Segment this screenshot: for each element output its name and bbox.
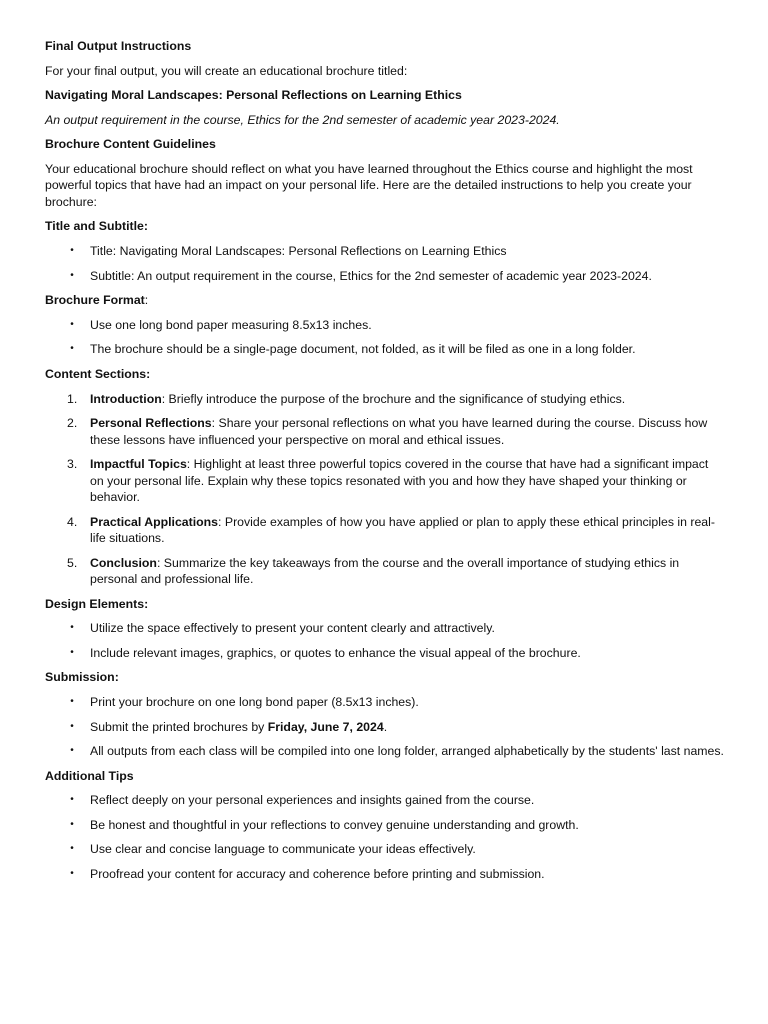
numbered-item	[45, 555, 725, 588]
list-item	[45, 841, 725, 857]
item-text: : Briefly introduce the purpose of the brochure and the significance of studying ethics.	[161, 391, 626, 406]
item-label: Conclusion	[90, 555, 157, 570]
list-item-text: Submit the printed brochures by	[90, 719, 268, 734]
format-list	[45, 317, 725, 358]
list-item	[45, 243, 725, 259]
item-text: : Provide examples of how you have applied or plan to apply these ethical principles in real-life situations.	[90, 514, 715, 545]
bullet-icon: •	[70, 843, 74, 855]
numbered-item	[45, 415, 725, 448]
bullet-icon: •	[70, 868, 74, 880]
bullet-icon: •	[70, 745, 74, 757]
format-heading-label: Brochure Format	[45, 293, 145, 308]
list-item	[45, 620, 725, 636]
list-item	[45, 719, 725, 735]
list-item-text: Title: Navigating Moral Landscapes: Personal Reflections on Learning Ethics	[90, 243, 507, 258]
numbered-item	[45, 391, 725, 407]
section-heading-tips: Additional Tips	[45, 768, 134, 783]
bullet-icon: •	[70, 794, 74, 806]
item-number: 5.	[67, 555, 78, 570]
list-item-text: Proofread your content for accuracy and coherence before printing and submission.	[90, 867, 545, 882]
list-item-text: Reflect deeply on your personal experiences and insights gained from the course.	[90, 793, 535, 808]
list-item-text: The brochure should be a single-page document, not folded, as it will be filed as one in a long folder.	[90, 342, 636, 357]
bullet-icon: •	[70, 695, 74, 707]
item-label: Introduction	[90, 391, 162, 406]
numbered-item	[45, 456, 725, 505]
bullet-icon: •	[70, 622, 74, 634]
item-text: : Highlight at least three powerful topics covered in the course that have had a significant impact on your personal life. Explain why these topics resonated with you and how they have shaped your thinking or behavior.	[90, 457, 709, 504]
section-heading-design: Design Elements:	[45, 596, 149, 611]
intro-text: For your final output, you will create an educational brochure titled:	[45, 63, 408, 78]
item-number: 1.	[67, 391, 78, 406]
list-item	[45, 866, 725, 882]
tips-list	[45, 792, 725, 882]
bullet-icon: •	[70, 343, 74, 355]
list-item	[45, 743, 725, 759]
brochure-title: Navigating Moral Landscapes: Personal Reflections on Learning Ethics	[45, 88, 462, 103]
list-item-text-end: .	[383, 719, 388, 734]
content-sections-list	[45, 391, 725, 588]
list-item-text: Print your brochure on one long bond paper (8.5x13 inches).	[90, 694, 419, 709]
bullet-icon: •	[70, 318, 74, 330]
title-subtitle-list	[45, 243, 725, 284]
design-list	[45, 620, 725, 661]
list-item-text: Use clear and concise language to communicate your ideas effectively.	[90, 842, 476, 857]
numbered-item	[45, 514, 725, 547]
bullet-icon: •	[70, 244, 74, 256]
section-heading-content: Content Sections:	[45, 366, 151, 381]
list-item-text: Subtitle: An output requirement in the course, Ethics for the 2nd semester of academic year 2023-2024.	[90, 268, 652, 283]
submission-list	[45, 694, 725, 760]
list-item	[45, 317, 725, 333]
list-item-text: All outputs from each class will be compiled into one long folder, arranged alphabetically by the students' last names.	[90, 744, 724, 759]
list-item-text: Utilize the space effectively to present your content clearly and attractively.	[90, 621, 495, 636]
format-heading-colon: :	[144, 293, 149, 308]
brochure-subtitle: An output requirement in the course, Ethics for the 2nd semester of academic year 2023-2024.	[45, 112, 560, 127]
bullet-icon: •	[70, 818, 74, 830]
item-label: Impactful Topics	[90, 457, 187, 472]
list-item	[45, 268, 725, 284]
section-heading-format	[45, 292, 725, 308]
list-item-text: Include relevant images, graphics, or quotes to enhance the visual appeal of the brochure.	[90, 645, 581, 660]
list-item	[45, 817, 725, 833]
submission-deadline-date: Friday, June 7, 2024	[267, 719, 384, 734]
item-number: 4.	[67, 514, 78, 529]
bullet-icon: •	[70, 269, 74, 281]
item-number: 3.	[67, 457, 78, 472]
item-label: Personal Reflections	[90, 416, 212, 431]
document-page	[45, 38, 725, 891]
list-item	[45, 645, 725, 661]
list-item-text: Be honest and thoughtful in your reflections to convey genuine understanding and growth.	[90, 817, 579, 832]
item-number: 2.	[67, 416, 78, 431]
list-item	[45, 341, 725, 357]
page-heading: Final Output Instructions	[45, 39, 192, 53]
guidelines-text: Your educational brochure should reflect on what you have learned throughout the Ethics course and highlight the most powerful topics that have had an impact on your personal life. Here are the detailed instructions to help you create your brochure:	[45, 161, 693, 209]
item-text: : Summarize the key takeaways from the course and the overall importance of studying ethics in personal and professional life.	[90, 555, 680, 586]
list-item-text: Use one long bond paper measuring 8.5x13 inches.	[90, 317, 372, 332]
list-item	[45, 694, 725, 710]
item-text: : Share your personal reflections on what you have learned during the course. Discuss how these lessons have influenced your perspective on moral and ethical issues.	[90, 416, 708, 447]
list-item	[45, 792, 725, 808]
bullet-icon: •	[70, 720, 74, 732]
item-label: Practical Applications	[90, 514, 219, 529]
guidelines-heading: Brochure Content Guidelines	[45, 137, 216, 152]
bullet-icon: •	[70, 646, 74, 658]
section-heading-title-subtitle: Title and Subtitle:	[45, 219, 148, 234]
section-heading-submission: Submission:	[45, 670, 119, 685]
